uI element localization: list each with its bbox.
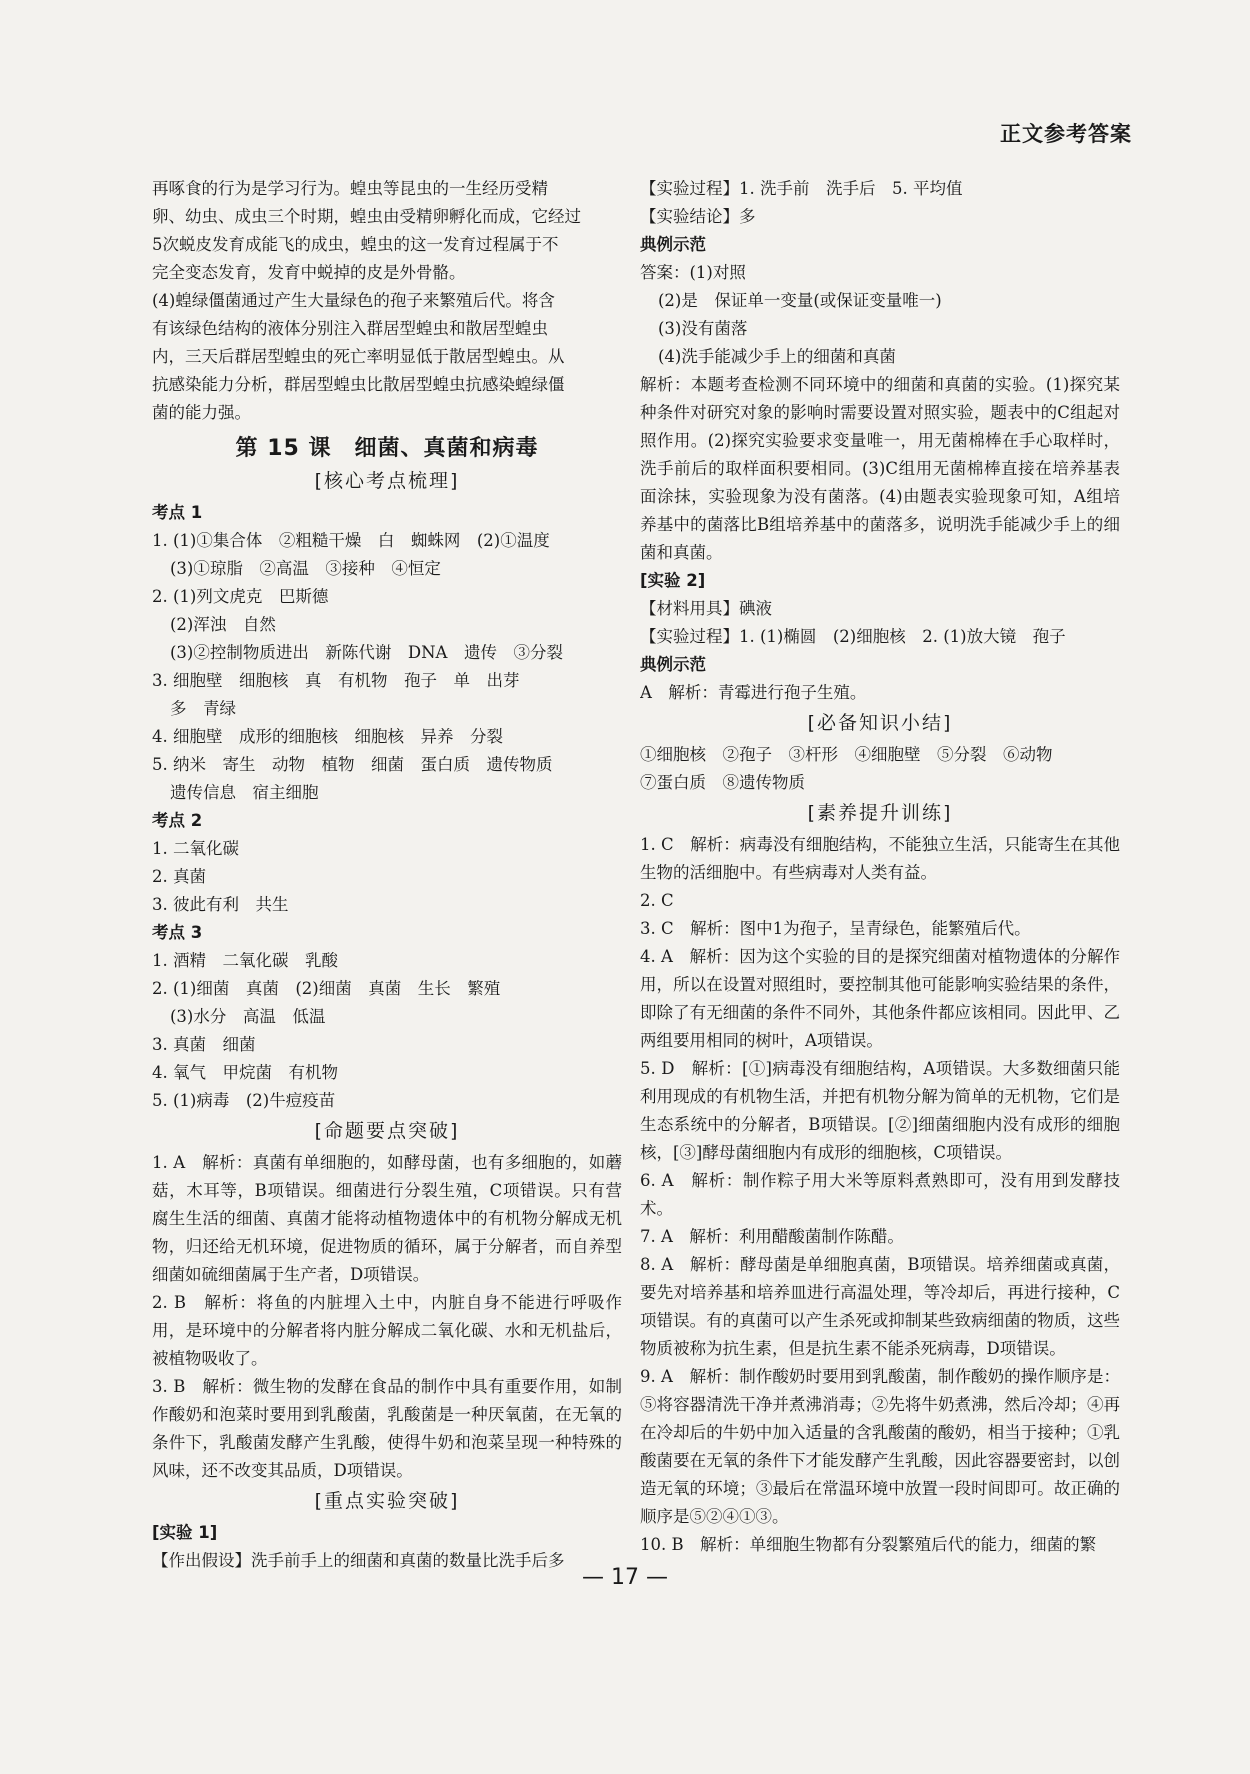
answer-item: 7. A 解析：利用醋酸菌制作陈醋。 bbox=[640, 1227, 904, 1246]
page-header: 正文参考答案 bbox=[1000, 122, 1132, 146]
answer-item: 6. A 解析：制作粽子用大米等原料煮熟即可，没有用到发酵技术。 bbox=[640, 1171, 1120, 1218]
answer-item: 3. C 解析：图中1为孢子，呈青绿色，能繁殖后代。 bbox=[640, 919, 1031, 938]
text-line: ①细胞核 ②孢子 ③杆形 ④细胞壁 ⑤分裂 ⑥动物 bbox=[640, 745, 1053, 764]
text-line: 【实验过程】1. 洗手前 洗手后 5. 平均值 bbox=[640, 179, 963, 198]
text-line: (4)蝗绿僵菌通过产生大量绿色的孢子来繁殖后代。将含 bbox=[152, 291, 555, 310]
text-line: A 解析：青霉进行孢子生殖。 bbox=[640, 683, 867, 702]
left-column bbox=[152, 175, 622, 1575]
text-line: 完全变态发育，发育中蜕掉的皮是外骨骼。 bbox=[152, 263, 466, 282]
text-line: 【作出假设】洗手前手上的细菌和真菌的数量比洗手后多 bbox=[152, 1551, 565, 1570]
section-heading: [核心考点梳理] bbox=[314, 470, 460, 492]
answer-line: 3. 细胞壁 细胞核 真 有机物 孢子 单 出芽 bbox=[152, 671, 520, 690]
answer-line: 5. (1)病毒 (2)牛痘疫苗 bbox=[152, 1091, 336, 1110]
text-line: (4)洗手能减少手上的细菌和真菌 bbox=[658, 347, 896, 366]
lesson-title: 第 15 课 细菌、真菌和病毒 bbox=[235, 436, 539, 461]
answer-line: 遗传信息 宿主细胞 bbox=[170, 783, 319, 802]
answer-line: (2)浑浊 自然 bbox=[170, 615, 276, 634]
answer-item: 3. B 解析：微生物的发酵在食品的制作中具有重要作用，如制作酸奶和泡菜时要用到乳酸菌，乳酸菌是一种厌氧菌，在无氧的条件下，乳酸菌发酵产生乳酸，使得牛奶和泡菜呈现一种特殊的风味，还不改变其品质，D项错误。 bbox=[152, 1377, 622, 1480]
page-number: — 17 — bbox=[582, 1565, 668, 1590]
answer-item: 5. D 解析：[①]病毒没有细胞结构，A项错误。大多数细菌只能利用现成的有机物生活，并把有机物分解为简单的无机物，它们是生态系统中的分解者，B项错误。[②]细菌细胞内没有成形的细胞核，[③]酵母菌细胞内有成形的细胞核，C项错误。 bbox=[640, 1059, 1120, 1162]
answer-line: 1. 二氧化碳 bbox=[152, 839, 239, 858]
answer-line: 2. 真菌 bbox=[152, 867, 206, 886]
text-line: 典例示范 bbox=[640, 655, 706, 674]
answer-item: 2. B 解析：将鱼的内脏埋入土中，内脏自身不能进行呼吸作用，是环境中的分解者将内脏分解成二氧化碳、水和无机盐后，被植物吸收了。 bbox=[152, 1293, 622, 1368]
right-column bbox=[640, 175, 1120, 1559]
answer-line: 2. (1)细菌 真菌 (2)细菌 真菌 生长 繁殖 bbox=[152, 979, 501, 998]
text-line: 抗感染能力分析，群居型蝗虫比散居型蝗虫抗感染蝗绿僵 bbox=[152, 375, 565, 394]
answer-line: 3. 真菌 细菌 bbox=[152, 1035, 256, 1054]
answer-line: 4. 氧气 甲烷菌 有机物 bbox=[152, 1063, 338, 1082]
text-line: 答案：(1)对照 bbox=[640, 263, 746, 282]
section-heading: [必备知识小结] bbox=[807, 712, 953, 734]
text-line: 典例示范 bbox=[640, 235, 706, 254]
answer-line: 5. 纳米 寄生 动物 植物 细菌 蛋白质 遗传物质 bbox=[152, 755, 553, 774]
text-line: 【实验过程】1. (1)椭圆 (2)细胞核 2. (1)放大镜 孢子 bbox=[640, 627, 1066, 646]
answer-item: 2. C bbox=[640, 891, 674, 910]
answer-line: (3)①琼脂 ②高温 ③接种 ④恒定 bbox=[170, 559, 441, 578]
kaodian-label: 考点 1 bbox=[152, 503, 203, 522]
answer-item: 4. A 解析：因为这个实验的目的是探究细菌对植物遗体的分解作用，所以在设置对照组时，要控制其他可能影响实验结果的条件，即除了有无细菌的条件不同外，其他条件都应该相同。因此甲、乙两组要用相同的树叶，A项错误。 bbox=[640, 947, 1120, 1050]
answer-line: 4. 细胞壁 成形的细胞核 细胞核 异养 分裂 bbox=[152, 727, 503, 746]
text-line: (3)没有菌落 bbox=[658, 319, 748, 338]
text-line: (2)是 保证单一变量(或保证变量唯一) bbox=[658, 291, 942, 310]
text-line: 再啄食的行为是学习行为。蝗虫等昆虫的一生经历受精 bbox=[152, 179, 548, 198]
text-line: 卵、幼虫、成虫三个时期，蝗虫由受精卵孵化而成，它经过 bbox=[152, 207, 581, 226]
answer-line: 3. 彼此有利 共生 bbox=[152, 895, 289, 914]
answer-item: 1. A 解析：真菌有单细胞的，如酵母菌，也有多细胞的，如蘑菇，木耳等，B项错误。细菌进行分裂生殖，C项错误。只有营腐生生活的细菌、真菌才能将动植物遗体中的有机物分解成无机物，归还给无机环境，促进物质的循环，属于分解者，而自养型细菌如硫细菌属于生产者，D项错误。 bbox=[152, 1153, 622, 1284]
answer-item: 10. B 解析：单细胞生物都有分裂繁殖后代的能力，细菌的繁 bbox=[640, 1535, 1097, 1554]
section-heading: [重点实验突破] bbox=[314, 1490, 460, 1512]
text-line: 【实验结论】多 bbox=[640, 207, 756, 226]
answer-line: 1. (1)①集合体 ②粗糙干燥 白 蜘蛛网 (2)①温度 bbox=[152, 531, 550, 550]
text-line: 内，三天后群居型蝗虫的死亡率明显低于散居型蝗虫。从 bbox=[152, 347, 565, 366]
answer-line: 2. (1)列文虎克 巴斯德 bbox=[152, 587, 329, 606]
kaodian-label: 考点 3 bbox=[152, 923, 203, 942]
answer-item: 9. A 解析：制作酸奶时要用到乳酸菌，制作酸奶的操作顺序是：⑤将容器清洗干净并煮沸消毒；②先将牛奶煮沸，然后冷却；④再在冷却后的牛奶中加入适量的含乳酸菌的酸奶，相当于接种；①乳酸菌要在无氧的条件下才能发酵产生乳酸，因此容器要密封，以创造无氧的环境；③最后在常温环境中放置一段时间即可。故正确的顺序是⑤②④①③。 bbox=[640, 1367, 1120, 1526]
answer-item: 1. C 解析：病毒没有细胞结构，不能独立生活，只能寄生在其他生物的活细胞中。有些病毒对人类有益。 bbox=[640, 835, 1120, 882]
answer-line: 1. 酒精 二氧化碳 乳酸 bbox=[152, 951, 338, 970]
section-heading: [素养提升训练] bbox=[807, 802, 953, 824]
text-line: 菌的能力强。 bbox=[152, 403, 251, 422]
experiment-label: [实验 1] bbox=[152, 1523, 218, 1542]
section-heading: [命题要点突破] bbox=[314, 1120, 460, 1142]
answer-line: 多 青绿 bbox=[170, 699, 236, 718]
text-line: 5次蜕皮发育成能飞的成虫，蝗虫的这一发育过程属于不 bbox=[152, 235, 559, 254]
text-line: 【材料用具】碘液 bbox=[640, 599, 772, 618]
experiment-label: [实验 2] bbox=[640, 571, 706, 590]
answer-item: 8. A 解析：酵母菌是单细胞真菌，B项错误。培养细菌或真菌，要先对培养基和培养皿进行高温处理，等冷却后，再进行接种，C项错误。有的真菌可以产生杀死或抑制某些致病细菌的物质，这些物质被称为抗生素，但是抗生素不能杀死病毒，D项错误。 bbox=[640, 1255, 1120, 1358]
answer-line: (3)②控制物质进出 新陈代谢 DNA 遗传 ③分裂 bbox=[170, 643, 563, 662]
text-line: 有该绿色结构的液体分别注入群居型蝗虫和散居型蝗虫 bbox=[152, 319, 548, 338]
analysis-text: 解析：本题考查检测不同环境中的细菌和真菌的实验。(1)探究某种条件对研究对象的影响时需要设置对照实验，题表中的C组起对照作用。(2)探究实验要求变量唯一，用无菌棉棒在手心取样时，洗手前后的取样面积要相同。(3)C组用无菌棉棒直接在培养基表面涂抹，实验现象为没有菌落。(4)由题表实验现象可知，A组培养基中的菌落比B组培养基中的菌落多，说明洗手能减少手上的细菌和真菌。 bbox=[640, 375, 1120, 562]
text-line: ⑦蛋白质 ⑧遗传物质 bbox=[640, 773, 805, 792]
answer-line: (3)水分 高温 低温 bbox=[170, 1007, 326, 1026]
kaodian-label: 考点 2 bbox=[152, 811, 203, 830]
